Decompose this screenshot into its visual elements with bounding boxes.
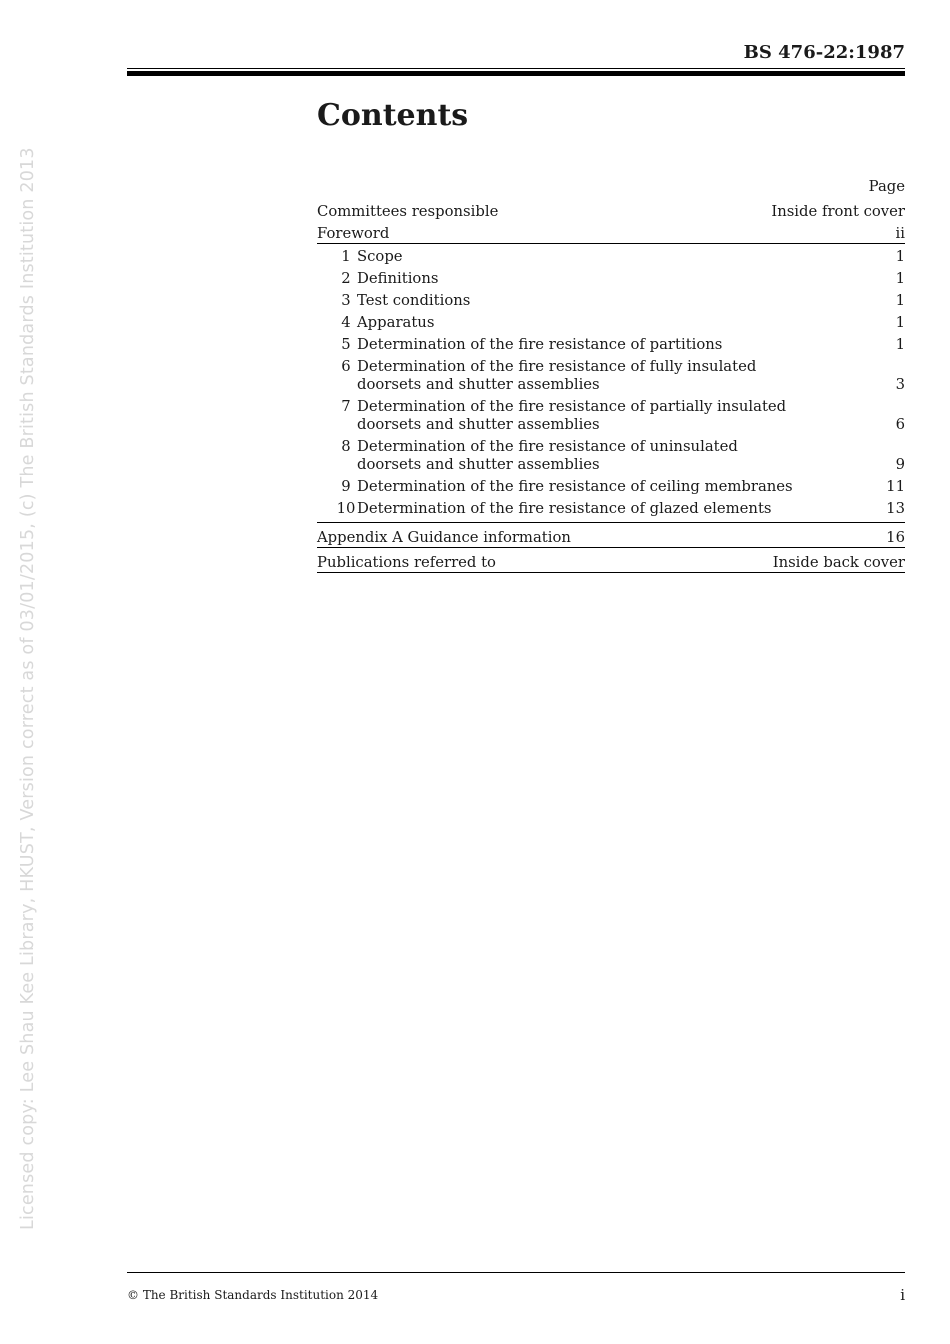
toc-clause-1[interactable] bbox=[317, 246, 905, 268]
header-rule-thin bbox=[127, 68, 905, 69]
toc-entry-page: Inside front cover bbox=[771, 203, 905, 220]
clause-title-line-2: doorsets and shutter assemblies bbox=[357, 416, 600, 433]
clause-title: Definitions bbox=[357, 270, 439, 287]
clause-page: 9 bbox=[895, 456, 905, 473]
clause-title: Scope bbox=[357, 248, 403, 265]
toc-entry-label: Appendix A Guidance information bbox=[317, 529, 571, 546]
page-column-heading: Page bbox=[868, 178, 905, 195]
toc-clause-9[interactable] bbox=[317, 476, 905, 498]
clause-number: 8 bbox=[341, 438, 351, 455]
clause-number: 2 bbox=[341, 270, 351, 287]
footer-rule bbox=[127, 1272, 905, 1273]
clause-title-line-1: Determination of the fire resistance of fully insulated bbox=[357, 358, 757, 375]
license-watermark: Licensed copy: Lee Shau Kee Library, HKUST, Version correct as of 03/01/2015, (c) The British Standards Institution 2013 bbox=[18, 147, 38, 1230]
toc-entry-label: Foreword bbox=[317, 225, 390, 242]
clause-title: Determination of the fire resistance of partitions bbox=[357, 336, 723, 353]
toc-clause-4[interactable] bbox=[317, 312, 905, 334]
clause-number: 10 bbox=[336, 500, 356, 517]
clause-number: 4 bbox=[341, 314, 351, 331]
clause-title-line-2: doorsets and shutter assemblies bbox=[357, 456, 600, 473]
clause-page: 1 bbox=[895, 270, 905, 287]
toc-clause-6[interactable] bbox=[317, 356, 905, 396]
toc-clause-3[interactable] bbox=[317, 290, 905, 312]
toc-entry-label: Publications referred to bbox=[317, 554, 496, 571]
clause-page: 1 bbox=[895, 248, 905, 265]
table-of-contents bbox=[317, 178, 905, 573]
toc-entry-appendix-a[interactable] bbox=[317, 523, 905, 548]
toc-clause-7[interactable] bbox=[317, 396, 905, 436]
clause-title: Determination of the fire resistance of glazed elements bbox=[357, 500, 772, 517]
toc-entry-page: ii bbox=[895, 225, 905, 242]
clause-title-line-1: Determination of the fire resistance of partially insulated bbox=[357, 398, 787, 415]
clause-page: 1 bbox=[895, 292, 905, 309]
toc-entry-label: Committees responsible bbox=[317, 203, 499, 220]
clause-page: 3 bbox=[895, 376, 905, 393]
clause-page: 6 bbox=[895, 416, 905, 433]
standard-number: BS 476-22:1987 bbox=[743, 42, 905, 63]
toc-entry-foreword[interactable] bbox=[317, 221, 905, 244]
clause-page: 1 bbox=[895, 314, 905, 331]
header-rule-thick bbox=[127, 71, 905, 76]
footer-copyright: © The British Standards Institution 2014 bbox=[127, 1288, 379, 1302]
clause-title-line-2: doorsets and shutter assemblies bbox=[357, 376, 600, 393]
clause-title: Test conditions bbox=[357, 292, 471, 309]
clause-page: 13 bbox=[886, 500, 905, 517]
clause-title: Apparatus bbox=[357, 314, 435, 331]
clause-page: 11 bbox=[886, 478, 905, 495]
clause-number: 3 bbox=[341, 292, 351, 309]
page-title: Contents bbox=[317, 98, 469, 133]
toc-entry-committees[interactable] bbox=[317, 199, 905, 221]
toc-clause-8[interactable] bbox=[317, 436, 905, 476]
clause-number: 7 bbox=[341, 398, 351, 415]
clause-number: 5 bbox=[341, 336, 351, 353]
clause-number: 9 bbox=[341, 478, 351, 495]
clause-title-line-1: Determination of the fire resistance of uninsulated bbox=[357, 438, 738, 455]
footer-page-number: i bbox=[900, 1286, 905, 1304]
toc-entry-publications[interactable] bbox=[317, 548, 905, 573]
clause-title: Determination of the fire resistance of ceiling membranes bbox=[357, 478, 793, 495]
clause-page: 1 bbox=[895, 336, 905, 353]
clause-number: 1 bbox=[341, 248, 351, 265]
toc-entry-page: Inside back cover bbox=[772, 554, 905, 571]
toc-clause-2[interactable] bbox=[317, 268, 905, 290]
toc-clause-list bbox=[317, 244, 905, 523]
toc-clause-10[interactable] bbox=[317, 498, 905, 520]
toc-entry-page: 16 bbox=[886, 529, 905, 546]
clause-number: 6 bbox=[341, 358, 351, 375]
toc-clause-5[interactable] bbox=[317, 334, 905, 356]
